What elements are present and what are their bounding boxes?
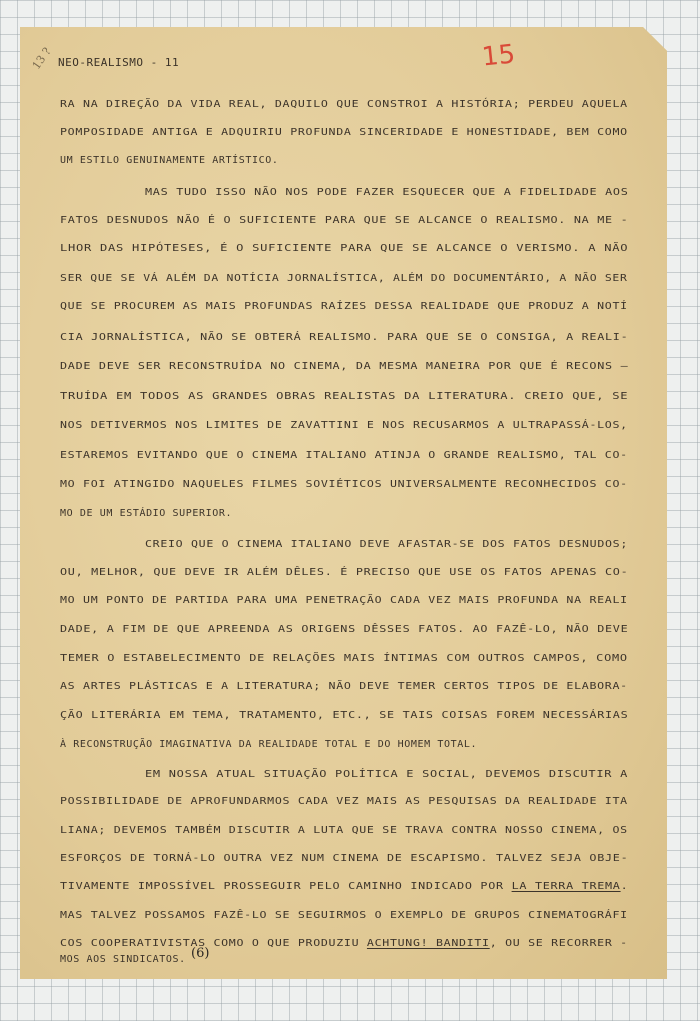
text-line: RA NA DIREÇÃO DA VIDA REAL, DAQUILO QUE CONSTROI A HISTÓRIA; PERDEU AQUELA	[60, 99, 628, 110]
text-line: DADE, A FIM DE QUE APREENDA AS ORIGENS DÊSSES FATOS. AO FAZÊ-LO, NÃO DEVE	[60, 624, 629, 635]
underlined-title: LA TERRA TREMA	[511, 881, 621, 892]
text-line: TRUÍDA EM TODOS AS GRANDES OBRAS REALISTAS DA LITERATURA. CREIO QUE, SE	[60, 391, 629, 402]
text-line: FATOS DESNUDOS NÃO É O SUFICIENTE PARA QUE SE ALCANCE O REALISMO. NA ME -	[60, 215, 629, 226]
handwritten-page-number: 15	[480, 39, 517, 73]
text-line: MAS TALVEZ POSSAMOS FAZÊ-LO SE SEGUIRMOS O EXEMPLO DE GRUPOS CINEMATOGRÁFI	[60, 910, 628, 921]
text-line: MO UM PONTO DE PARTIDA PARA UMA PENETRAÇÃO CADA VEZ MAIS PROFUNDA NA REALI	[60, 595, 628, 606]
text-line: NOS DETIVERMOS NOS LIMITES DE ZAVATTINI E NOS RECUSARMOS A ULTRAPASSÁ-LOS,	[60, 420, 628, 431]
text-line: QUE SE PROCUREM AS MAIS PROFUNDAS RAÍZES DESSA REALIDADE QUE PRODUZ A NOTÍ	[60, 301, 628, 312]
text-line: À RECONSTRUÇÃO IMAGINATIVA DA REALIDADE TOTAL E DO HOMEM TOTAL.	[60, 739, 478, 750]
footnote-mark: (6)	[191, 946, 210, 961]
text-line: MO DE UM ESTÁDIO SUPERIOR.	[60, 508, 233, 519]
text-line: LIANA; DEVEMOS TAMBÉM DISCUTIR A LUTA QUE SE TRAVA CONTRA NOSSO CINEMA, OS	[60, 825, 628, 836]
text-line: UM ESTILO GENUINAMENTE ARTÍSTICO.	[60, 155, 279, 166]
text-line: SER QUE SE VÁ ALÉM DA NOTÍCIA JORNALÍSTICA, ALÉM DO DOCUMENTÁRIO, A NÃO SER	[60, 273, 628, 284]
text-line: COS COOPERATIVISTAS COMO O QUE PRODUZIU ACHTUNG! BANDITI, OU SE RECORRER -	[60, 938, 628, 949]
text-line: TIVAMENTE IMPOSSÍVEL PROSSEGUIR PELO CAMINHO INDICADO POR LA TERRA TREMA.	[60, 881, 629, 892]
text-line: OU, MELHOR, QUE DEVE IR ALÉM DÊLES. É PRECISO QUE USE OS FATOS APENAS CO-	[60, 567, 629, 578]
page-header: NEO-REALISMO - 11	[58, 56, 180, 69]
text-line: POMPOSIDADE ANTIGA E ADQUIRIU PROFUNDA SINCERIDADE E HONESTIDADE, BEM COMO	[60, 127, 628, 138]
text-line: MOS AOS SINDICATOS.	[60, 954, 186, 965]
underlined-title: ACHTUNG! BANDITI	[366, 938, 490, 949]
text-line: POSSIBILIDADE DE APROFUNDARMOS CADA VEZ MAIS AS PESQUISAS DA REALIDADE ITA	[60, 796, 628, 807]
text-line: MAS TUDO ISSO NÃO NOS PODE FAZER ESQUECER QUE A FIDELIDADE AOS	[145, 187, 629, 198]
text-line: LHOR DAS HIPÓTESES, É O SUFICIENTE PARA QUE SE ALCANCE O VERISMO. A NÃO	[60, 243, 629, 254]
text-line: CREIO QUE O CINEMA ITALIANO DEVE AFASTAR-SE DOS FATOS DESNUDOS;	[145, 539, 628, 550]
text-line: TEMER O ESTABELECIMENTO DE RELAÇÕES MAIS ÍNTIMAS COM OUTROS CAMPOS, COMO	[60, 653, 628, 664]
text-line: ESFORÇOS DE TORNÁ-LO OUTRA VEZ NUM CINEMA DE ESCAPISMO. TALVEZ SEJA OBJE-	[60, 853, 629, 864]
text-line: EM NOSSA ATUAL SITUAÇÃO POLÍTICA E SOCIAL, DEVEMOS DISCUTIR A	[145, 769, 629, 780]
text-line: DADE DEVE SER RECONSTRUÍDA NO CINEMA, DA MESMA MANEIRA POR QUE É RECONS —	[60, 361, 629, 372]
text-line: AS ARTES PLÁSTICAS E A LITERATURA; NÃO DEVE TEMER CERTOS TIPOS DE ELABORA-	[60, 681, 628, 692]
text-line: CIA JORNALÍSTICA, NÃO SE OBTERÁ REALISMO. PARA QUE SE O CONSIGA, A REALI-	[60, 332, 629, 343]
margin-note: 13 ?	[29, 45, 54, 72]
text-line: ESTAREMOS EVITANDO QUE O CINEMA ITALIANO ATINJA O GRANDE REALISMO, TAL CO-	[60, 450, 628, 461]
text-line: ÇÃO LITERÁRIA EM TEMA, TRATAMENTO, ETC., SE TAIS COISAS FOREM NECESSÁRIAS	[60, 710, 629, 721]
text-line: MO FOI ATINGIDO NAQUELES FILMES SOVIÉTICOS UNIVERSALMENTE RECONHECIDOS CO-	[60, 479, 628, 490]
